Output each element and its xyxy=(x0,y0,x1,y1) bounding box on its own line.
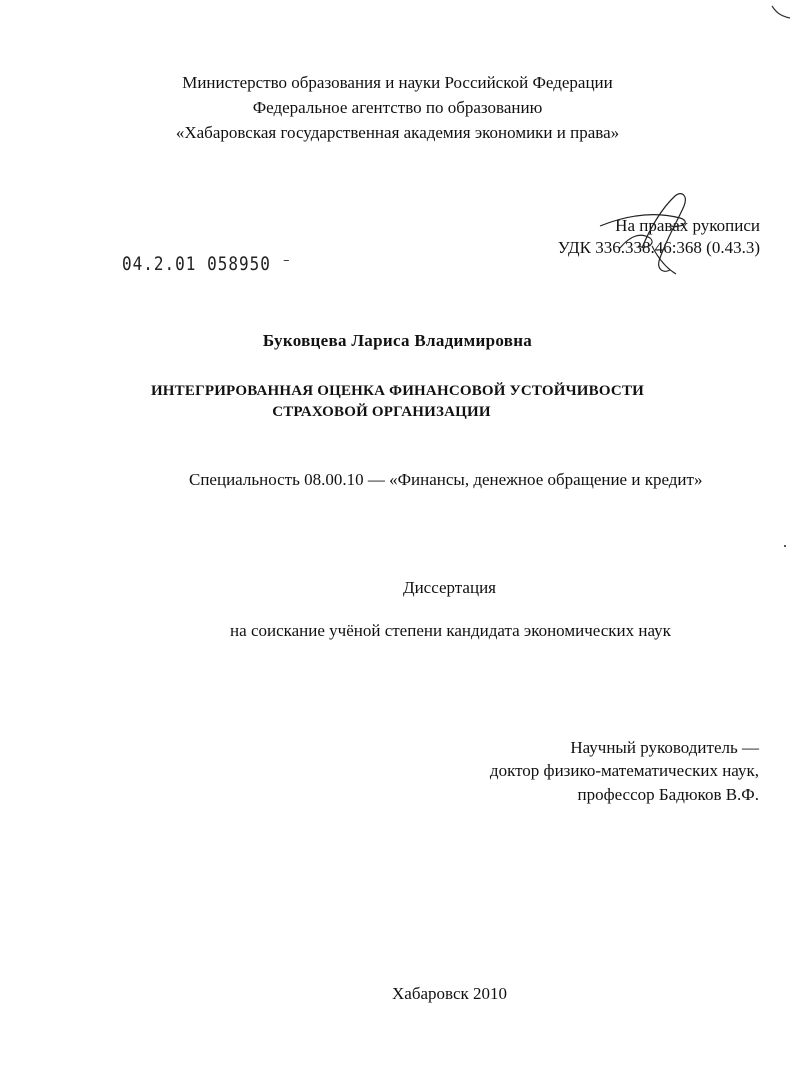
title-line-2: СТРАХОВОЙ ОРГАНИЗАЦИИ xyxy=(272,404,491,420)
supervisor-role: Научный руководитель — xyxy=(570,738,759,757)
udc-code: УДК 336.338.46:368 (0.43.3) xyxy=(557,238,760,257)
agency-line: Федеральное агентство по образованию xyxy=(252,98,543,117)
dissertation-label: Диссертация xyxy=(402,578,496,597)
supervisor-degree: доктор физико-математических наук, xyxy=(489,761,759,780)
specialty-line: Специальность 08.00.10 — «Финансы, денежное обращение и кредит» xyxy=(189,470,703,489)
title-line-1: ИНТЕГРИРОВАННАЯ ОЦЕНКА ФИНАНСОВОЙ УСТОЙЧИВОСТИ xyxy=(150,383,645,399)
registration-stamp-number: 04.2.01 058950 ⁻ xyxy=(122,252,293,275)
corner-mark-icon xyxy=(770,4,794,20)
ministry-line: Министерство образования и науки Российской Федерации xyxy=(182,73,613,92)
academy-line: «Хабаровская государственная академия экономики и права» xyxy=(175,123,620,142)
signature-scribble xyxy=(590,188,710,288)
degree-line: на соискание учёной степени кандидата экономических наук xyxy=(230,621,671,640)
city-year: Хабаровск 2010 xyxy=(392,984,507,1003)
author-name: Буковцева Лариса Владимировна xyxy=(262,331,533,350)
scan-speck xyxy=(784,545,786,547)
manuscript-rights: На правах рукописи xyxy=(615,216,760,235)
supervisor-name: профессор Бадюков В.Ф. xyxy=(577,785,759,804)
